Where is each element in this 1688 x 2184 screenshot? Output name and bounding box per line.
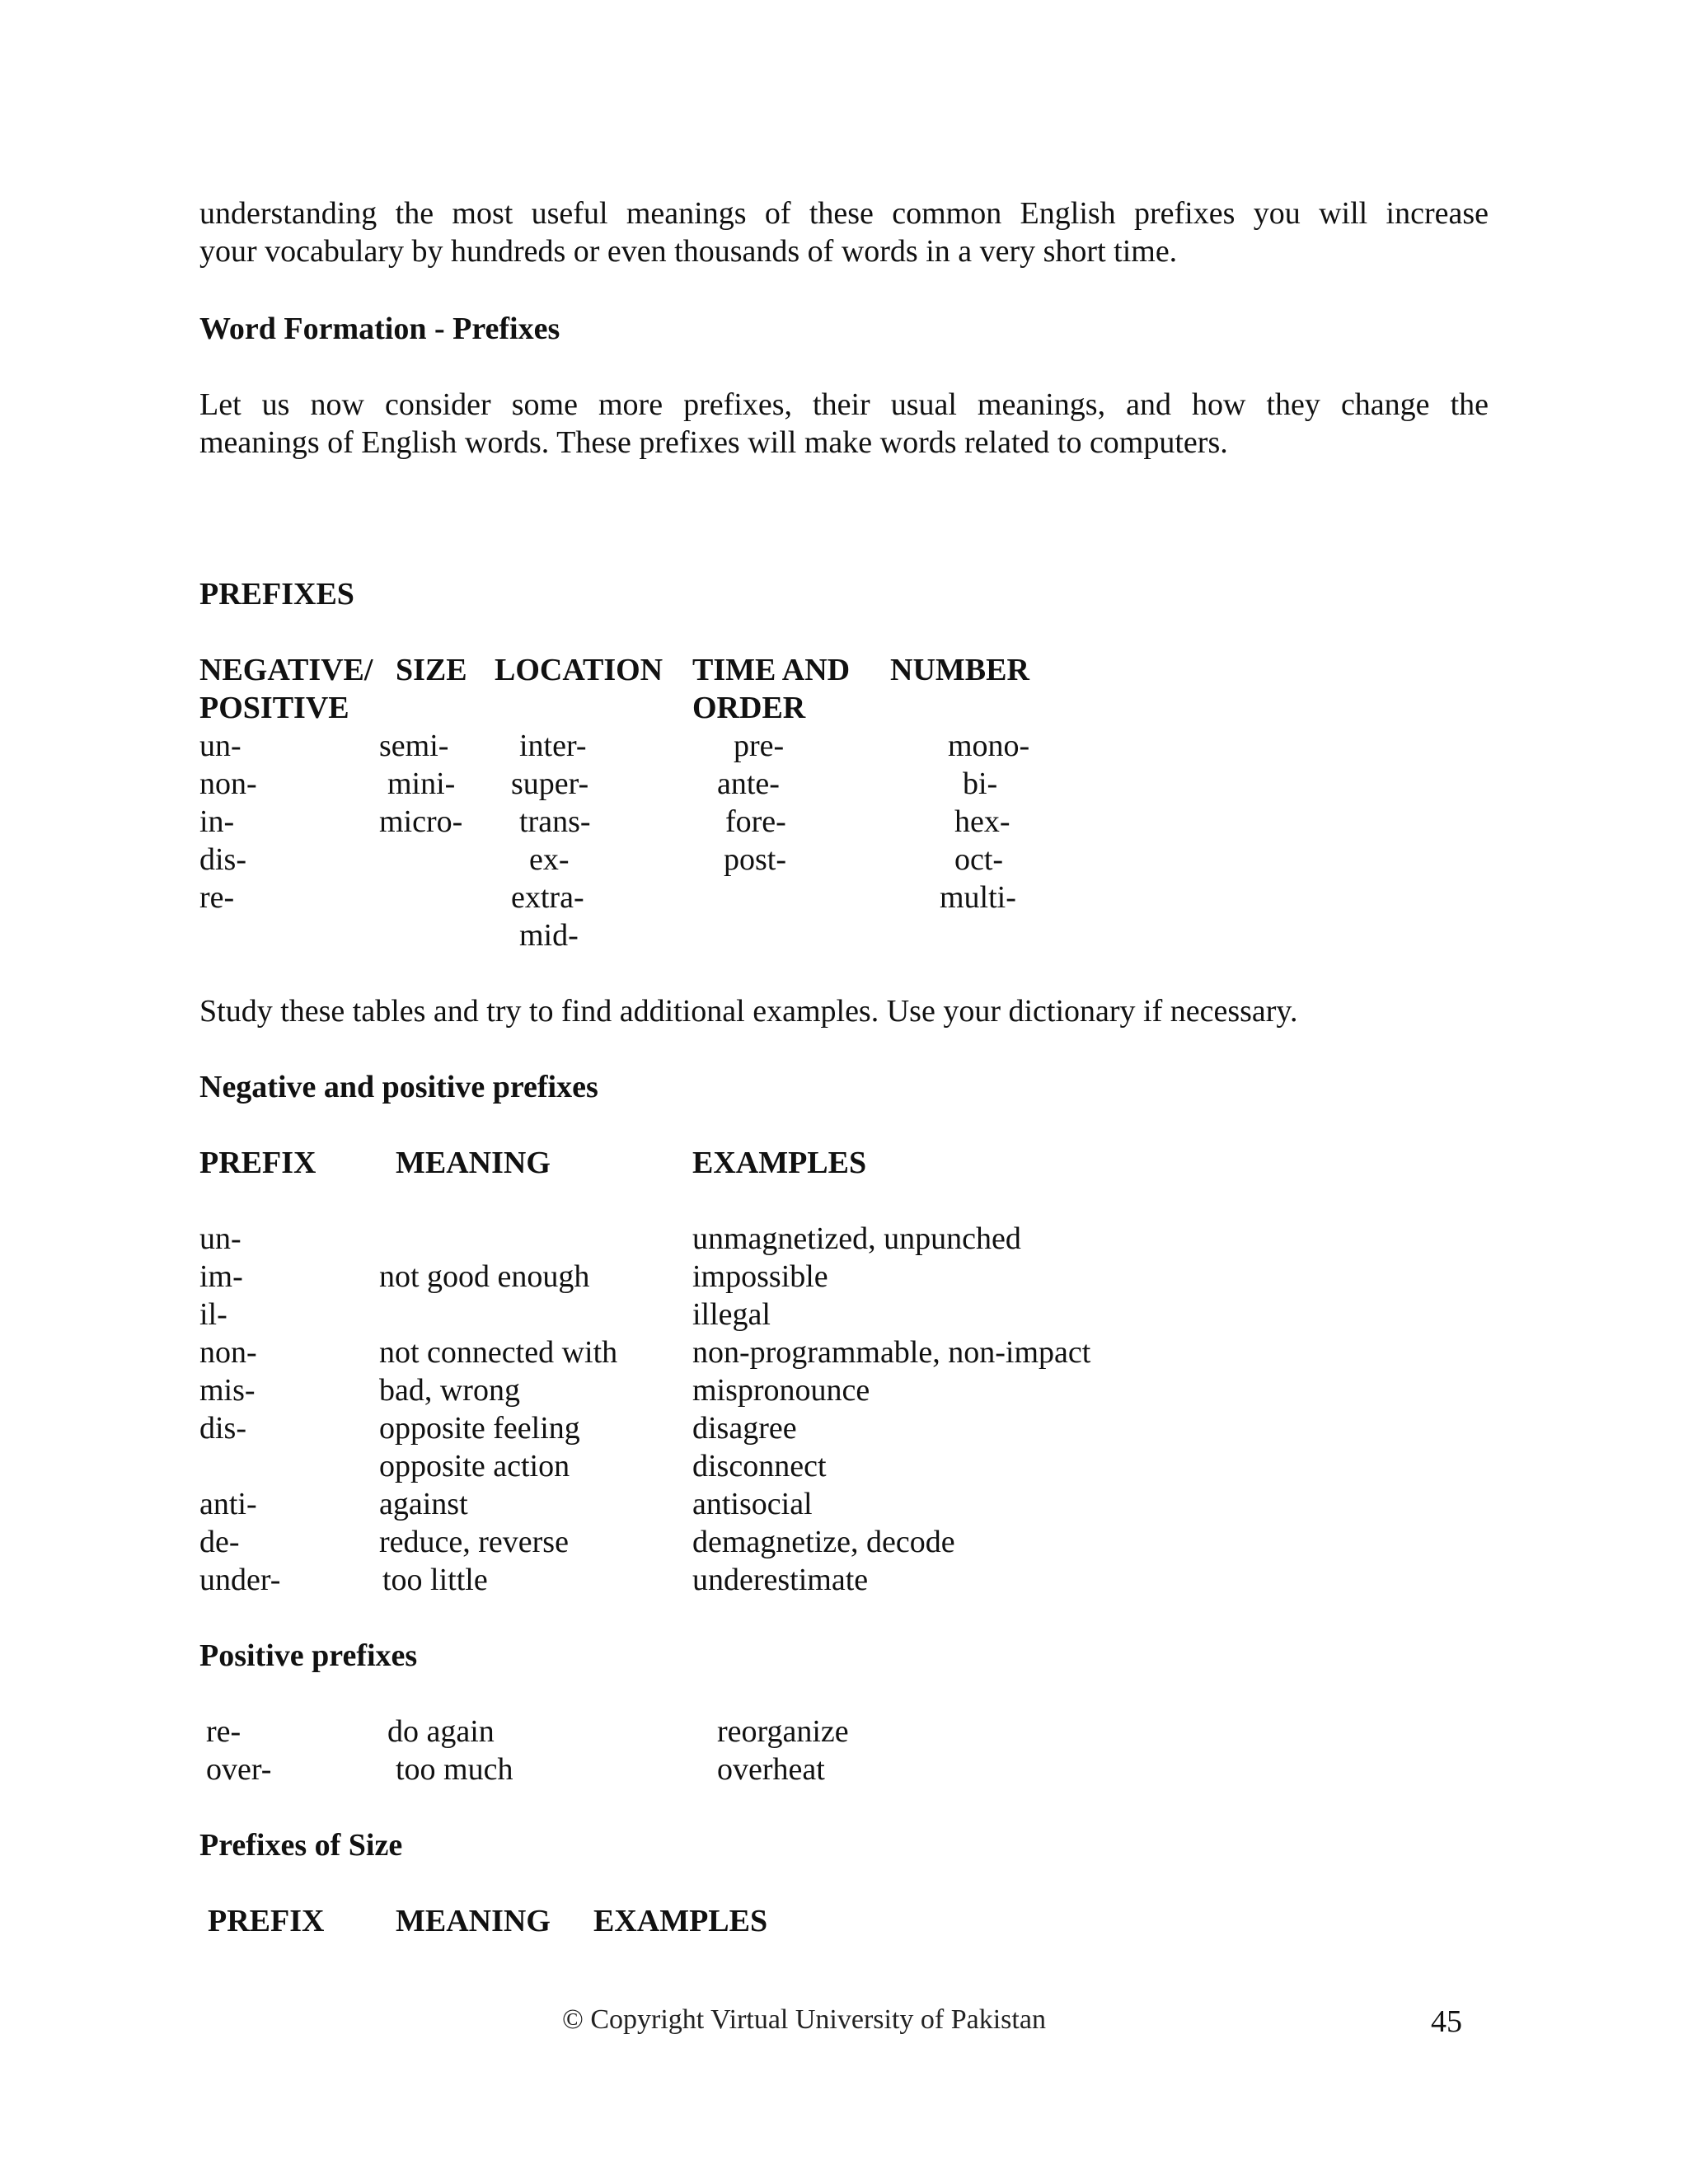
number-prefix: bi- <box>963 766 998 801</box>
time-order-prefix: pre- <box>734 729 785 763</box>
table-row-examples: overheat <box>717 1752 825 1787</box>
table-row-meaning: opposite feeling <box>379 1411 580 1446</box>
table-row-examples: unmagnetized, unpunched <box>692 1221 1021 1256</box>
table-row-examples: illegal <box>692 1297 771 1332</box>
table-row-prefix: under- <box>199 1563 281 1597</box>
table-row-examples: underestimate <box>692 1563 869 1597</box>
location-prefix: super- <box>511 766 589 801</box>
table-row-prefix: anti- <box>199 1487 257 1521</box>
header-size: SIZE <box>396 653 467 687</box>
neg-pos-header-examples: EXAMPLES <box>692 1146 867 1180</box>
table-row-meaning: against <box>379 1487 468 1521</box>
header-location: LOCATION <box>495 653 663 687</box>
location-prefix: trans- <box>519 804 591 839</box>
prefixes-intro-line-1: Let us now consider some more prefixes, their usual meanings, and how they change the <box>199 387 1489 422</box>
table-row-meaning: not connected with <box>379 1335 618 1370</box>
neg-pos-prefix: dis- <box>199 842 246 877</box>
location-prefix: ex- <box>529 842 570 877</box>
intro-line-2: your vocabulary by hundreds or even thousands of words in a very short time. <box>199 234 1178 269</box>
table-row-examples: antisocial <box>692 1487 813 1521</box>
time-order-prefix: fore- <box>725 804 786 839</box>
table-row-meaning: opposite action <box>379 1449 570 1483</box>
size-prefixes-heading: Prefixes of Size <box>199 1828 403 1863</box>
number-prefix: mono- <box>948 729 1030 763</box>
size-header-examples: EXAMPLES <box>593 1904 768 1938</box>
table-row-prefix: dis- <box>199 1411 246 1446</box>
location-prefix: inter- <box>519 729 587 763</box>
size-prefix: mini- <box>387 766 456 801</box>
table-row-prefix: re- <box>206 1714 241 1749</box>
prefixes-intro-line-2: meanings of English words. These prefixes will make words related to computers. <box>199 425 1228 460</box>
neg-pos-header-prefix: PREFIX <box>199 1146 316 1180</box>
table-row-examples: mispronounce <box>692 1373 870 1408</box>
table-row-prefix: il- <box>199 1297 227 1332</box>
number-prefix: oct- <box>954 842 1004 877</box>
table-row-examples: impossible <box>692 1259 828 1294</box>
table-row-examples: disagree <box>692 1411 797 1446</box>
size-header-prefix: PREFIX <box>208 1904 325 1938</box>
table-row-examples: reorganize <box>717 1714 849 1749</box>
number-prefix: multi- <box>940 880 1016 915</box>
header-positive: POSITIVE <box>199 691 349 725</box>
study-instruction: Study these tables and try to find additional examples. Use your dictionary if necessary. <box>199 994 1298 1029</box>
neg-pos-heading: Negative and positive prefixes <box>199 1070 598 1104</box>
size-prefix: micro- <box>379 804 463 839</box>
table-row-examples: demagnetize, decode <box>692 1525 955 1559</box>
table-row-meaning: too little <box>382 1563 488 1597</box>
neg-pos-prefix: non- <box>199 766 257 801</box>
header-number: NUMBER <box>890 653 1029 687</box>
table-row-meaning: bad, wrong <box>379 1373 520 1408</box>
size-header-meaning: MEANING <box>396 1904 551 1938</box>
table-row-prefix: de- <box>199 1525 240 1559</box>
neg-pos-prefix: un- <box>199 729 241 763</box>
location-prefix: mid- <box>519 918 579 953</box>
neg-pos-header-meaning: MEANING <box>396 1146 551 1180</box>
table-row-prefix: non- <box>199 1335 257 1370</box>
neg-pos-prefix: re- <box>199 880 235 915</box>
table-row-examples: non-programmable, non-impact <box>692 1335 1091 1370</box>
table-row-meaning: do again <box>387 1714 495 1749</box>
footer-copyright: © Copyright Virtual University of Pakistan <box>562 2004 1046 2035</box>
intro-paragraph <box>199 194 1489 270</box>
intro-line-1: understanding the most useful meanings of these common English prefixes you will increase <box>199 196 1489 231</box>
prefixes-heading: PREFIXES <box>199 577 354 612</box>
size-prefix: semi- <box>379 729 449 763</box>
page-number: 45 <box>1431 2004 1462 2039</box>
positive-prefixes-heading: Positive prefixes <box>199 1638 418 1673</box>
table-row-meaning: too much <box>396 1752 513 1787</box>
table-row-prefix: over- <box>206 1752 272 1787</box>
location-prefix: extra- <box>511 880 584 915</box>
table-row-examples: disconnect <box>692 1449 827 1483</box>
table-row-prefix: un- <box>199 1221 241 1256</box>
header-order: ORDER <box>692 691 806 725</box>
table-row-meaning: not good enough <box>379 1259 590 1294</box>
header-time-and: TIME AND <box>692 653 851 687</box>
table-row-meaning: reduce, reverse <box>379 1525 569 1559</box>
time-order-prefix: post- <box>724 842 786 877</box>
number-prefix: hex- <box>954 804 1010 839</box>
table-row-prefix: mis- <box>199 1373 256 1408</box>
table-row-prefix: im- <box>199 1259 243 1294</box>
neg-pos-prefix: in- <box>199 804 235 839</box>
prefixes-intro-paragraph <box>199 386 1489 462</box>
time-order-prefix: ante- <box>717 766 780 801</box>
header-negative: NEGATIVE/ <box>199 653 373 687</box>
section-heading-word-formation: Word Formation - Prefixes <box>199 312 560 346</box>
